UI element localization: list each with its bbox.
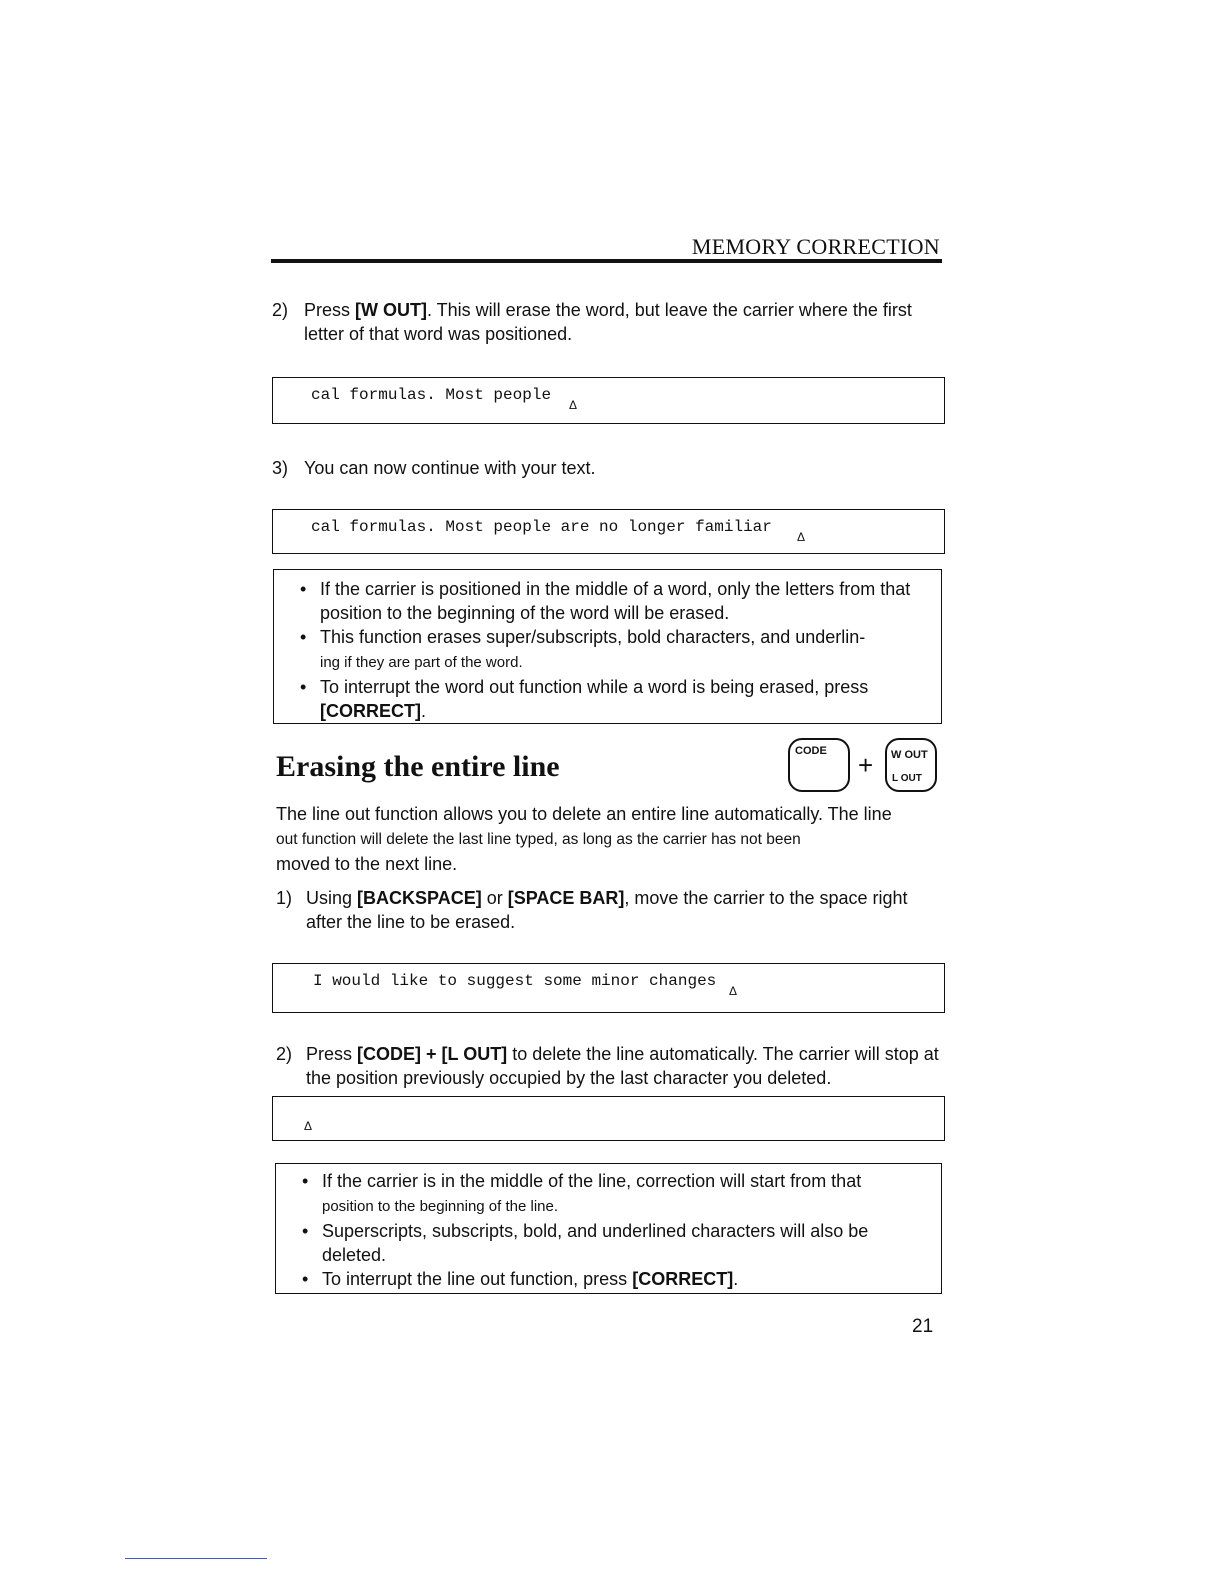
- note-text-continued: ing if they are part of the word.: [320, 654, 523, 671]
- step-prefix: Press: [304, 300, 356, 320]
- step-number: 2): [276, 1044, 293, 1064]
- bullet-icon: •: [302, 1221, 309, 1241]
- intro-line: The line out function allows you to delete an entire line automatically. The line: [276, 804, 892, 824]
- step-text: You can now continue with your text.: [304, 458, 596, 478]
- header-rule: [271, 259, 942, 263]
- carrier-caret-icon: Δ: [569, 398, 578, 412]
- bullet-icon: •: [300, 677, 307, 697]
- step-mid: or: [481, 888, 508, 908]
- note-item: [274, 577, 941, 625]
- note-item: [274, 625, 941, 675]
- bullet-icon: •: [302, 1171, 309, 1191]
- step-body: to delete the line automatically. The carrier will stop at the position previously occupied by the last character you deleted.: [306, 1044, 939, 1088]
- key-cap-label-top: W OUT: [891, 749, 928, 761]
- note-suffix: .: [421, 701, 427, 721]
- step-prefix: Press: [306, 1044, 358, 1064]
- typed-line: cal formulas. Most people are no longer familiar: [311, 518, 772, 536]
- key-cap-label-bottom: L OUT: [892, 773, 922, 784]
- typed-line: I would like to suggest some minor changes: [313, 972, 717, 990]
- note-text: Superscripts, subscripts, bold, and underlined characters will also be deleted.: [322, 1221, 869, 1265]
- key-label: [BACKSPACE]: [357, 888, 482, 908]
- note-item: [274, 675, 941, 723]
- running-header: MEMORY CORRECTION: [691, 234, 940, 259]
- carrier-caret-icon: Δ: [304, 1119, 313, 1133]
- step-number: 1): [276, 888, 293, 908]
- line-out-intro: [276, 802, 944, 876]
- carrier-caret-icon: Δ: [797, 530, 806, 544]
- note-item: [276, 1219, 941, 1267]
- key-label: [W OUT]: [355, 300, 427, 320]
- intro-line: out function will delete the last line typed, as long as the carrier has not been: [276, 831, 801, 848]
- step-prefix: Using: [306, 888, 358, 908]
- step-number: 2): [272, 300, 289, 320]
- note-suffix: .: [733, 1269, 739, 1289]
- note-item: [276, 1267, 941, 1291]
- footer-line: [125, 1558, 267, 1559]
- carrier-caret-icon: Δ: [729, 984, 738, 998]
- note-text: To interrupt the word out function while a word is being erased, press: [320, 677, 869, 697]
- step-text: [306, 1042, 944, 1090]
- typewriter-sample-4: [272, 1096, 945, 1141]
- step-text: [306, 886, 944, 934]
- note-text-continued: position to the beginning of the line.: [322, 1198, 559, 1215]
- note-text: To interrupt the line out function, press: [322, 1269, 628, 1289]
- typewriter-sample-3: [272, 963, 945, 1013]
- key-label: [CORRECT]: [320, 701, 421, 721]
- key-label: [CODE] + [L OUT]: [357, 1044, 508, 1064]
- typewriter-sample-2: [272, 509, 945, 554]
- note-text: If the carrier is in the middle of the line, correction will start from that: [322, 1171, 862, 1191]
- step-number: 3): [272, 458, 289, 478]
- bullet-icon: •: [302, 1269, 309, 1289]
- intro-line: moved to the next line.: [276, 854, 458, 874]
- bullet-icon: •: [300, 627, 307, 647]
- wout-lout-key-icon: [885, 738, 937, 792]
- section-heading: Erasing the entire line: [276, 750, 560, 783]
- page-number: 21: [912, 1316, 934, 1337]
- key-label: [CORRECT]: [632, 1269, 734, 1289]
- note-text: If the carrier is positioned in the middle of a word, only the letters from that position to the beginning of the word will be erased.: [320, 579, 911, 623]
- key-cap-label: CODE: [795, 745, 827, 757]
- note-text: This function erases super/subscripts, bold characters, and underlin-: [320, 627, 866, 647]
- key-label: [SPACE BAR]: [507, 888, 625, 908]
- step-text: [304, 298, 944, 346]
- line-out-notes: [275, 1163, 942, 1294]
- step-body: , move the carrier to the space right after the line to be erased.: [306, 888, 908, 932]
- typewriter-sample-1: [272, 377, 945, 424]
- note-item: [276, 1169, 941, 1219]
- word-out-notes: [273, 569, 942, 724]
- typed-line: cal formulas. Most people: [311, 386, 552, 404]
- code-key-icon: [788, 738, 850, 792]
- plus-icon: +: [858, 750, 874, 780]
- bullet-icon: •: [300, 579, 307, 599]
- step-body: . This will erase the word, but leave the carrier where the first letter of that word was positioned.: [304, 300, 912, 344]
